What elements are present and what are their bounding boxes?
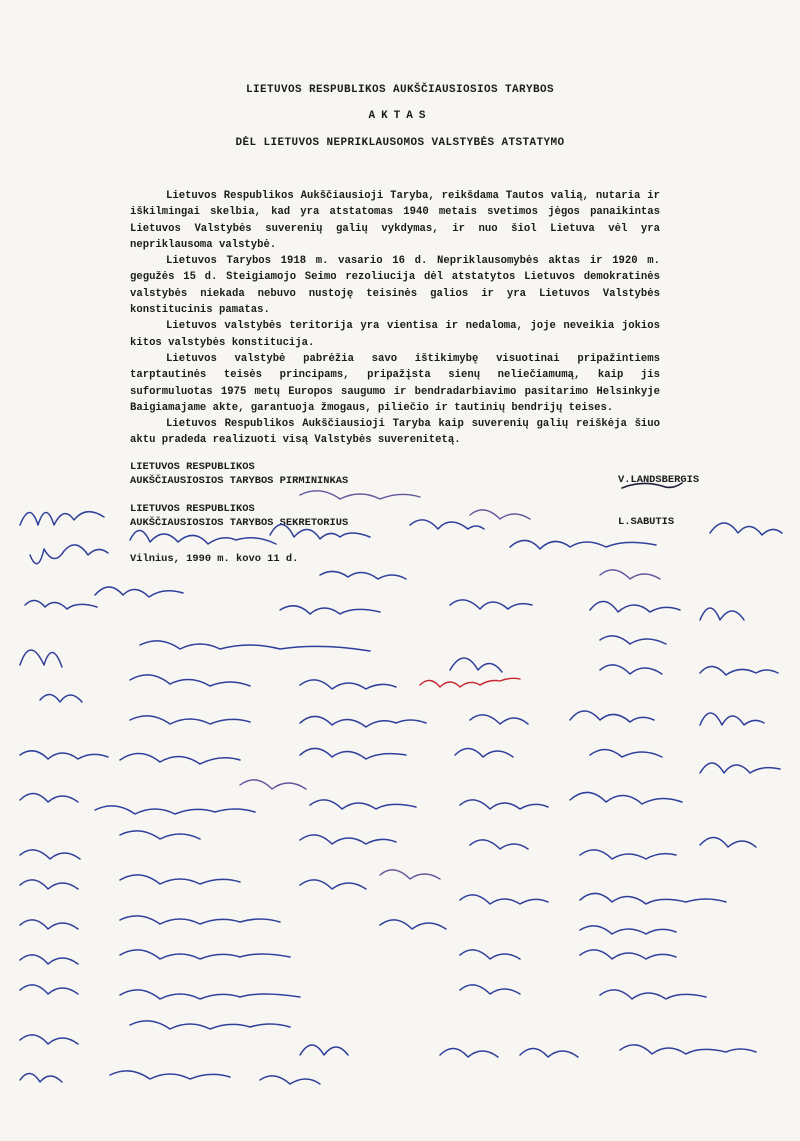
act-body (130, 188, 660, 449)
secretary-title-line1: LIETUVOS RESPUBLIKOS (130, 503, 255, 515)
secretary-name: L.SABUTIS (618, 516, 675, 528)
paragraph-4: Lietuvos valstybė pabrėžia savo ištikimybę visuotinai pripažintiems tarptautinės teisės principams, pripažįsta sienų neliečiamumą, kaip jis suformuluotas 1975 metų Europos saugumo ir bendradarbiavimo pasitarimo Helsinkyje Baigiamajame akte, garantuoja žmogaus, piliečio ir tautinių bendrijų teises. (130, 352, 660, 414)
paragraph-1: Lietuvos Respublikos Aukščiausioji Taryba, reikšdama Tautos valią, nutaria ir iškilmingai skelbia, kad yra atstatomas 1940 metais svetimos jėgos panaikintas Lietuvos Valstybės suverenių galių vykdymas, ir nuo šiol Lietuva vėl yra nepriklausoma valstybė. (130, 190, 660, 251)
paragraph-5: Lietuvos Respublikos Aukščiausioji Taryba kaip suverenių galių reiškėja šiuo aktu pradeda realizuoti visą Valstybės suverenitetą. (130, 418, 660, 447)
red-ink-signature (420, 678, 520, 687)
heading-doc-type: AKTAS (368, 110, 432, 122)
paragraph-3: Lietuvos valstybės teritorija yra vientisa ir nedaloma, joje neveikia jokios kitos valstybės konstitucija. (130, 320, 660, 349)
chairman-title-line1: LIETUVOS RESPUBLIKOS (130, 461, 255, 473)
signatures-area (0, 455, 800, 1136)
paragraph-2: Lietuvos Tarybos 1918 m. vasario 16 d. Nepriklausomybės aktas ir 1920 m. gegužės 15 d. Steigiamojo Seimo rezoliucija dėl atstatytos Lietuvos demokratinės valstybės niekada nebuvo nustoję teisinės galios ir yra Lietuvos Valstybės konstitucinis pamatas. (130, 255, 660, 317)
place-date: Vilnius, 1990 m. kovo 11 d. (130, 553, 299, 565)
signatures-drawing (0, 455, 800, 1136)
chairman-title-line2: AUKŠČIAUSIOSIOS TARYBOS PIRMININKAS (130, 475, 349, 487)
heading-council: LIETUVOS RESPUBLIKOS AUKŠČIAUSIOSIOS TARYBOS (245, 84, 555, 96)
heading-subject: DĖL LIETUVOS NEPRIKLAUSOMOS VALSTYBĖS ATSTATYMO (235, 137, 565, 149)
secretary-title-line2: AUKŠČIAUSIOSIOS TARYBOS SEKRETORIUS (130, 517, 349, 529)
secretary-signature (622, 483, 682, 488)
chairman-name: V.LANDSBERGIS (618, 474, 700, 486)
